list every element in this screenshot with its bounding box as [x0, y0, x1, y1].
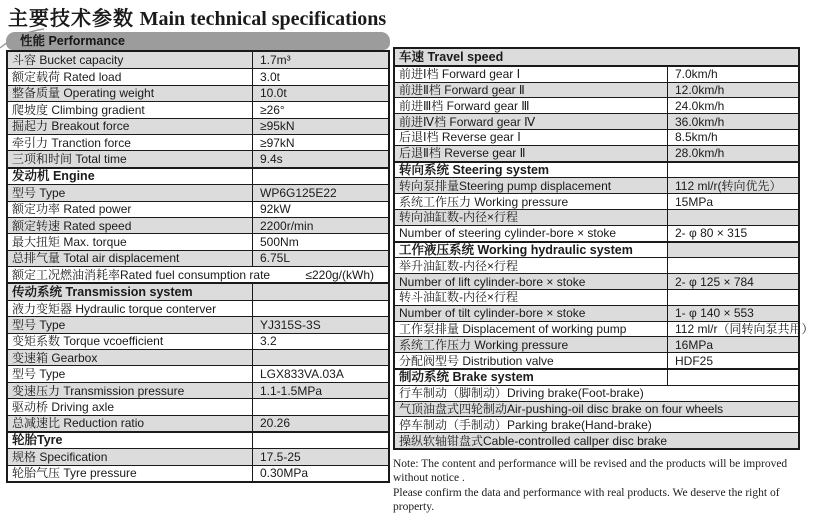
section-title: 转向系统 Steering system	[399, 162, 550, 177]
section-title: 工作液压系统 Working hydraulic system	[399, 242, 633, 257]
spec-label: 分配阀型号 Distribution valve	[399, 353, 554, 368]
spec-row	[395, 113, 798, 129]
spec-row	[395, 225, 798, 241]
spec-value: 9.4s	[252, 151, 388, 166]
spec-label: 变速箱 Gearbox	[12, 350, 98, 365]
spec-row	[8, 52, 388, 68]
section-title: 制动系统 Brake system	[399, 370, 534, 385]
spec-value: 7.0km/h	[667, 67, 798, 82]
spec-value: 36.0km/h	[667, 114, 798, 129]
spec-value: ≤220g/(kWh)	[305, 267, 374, 282]
spec-label: 三项和时间 Total time	[12, 152, 127, 167]
spec-label: 型号 Type	[12, 317, 66, 332]
spec-value: 112 ml/r（同转向泵共用）	[667, 322, 813, 337]
spec-value: 12.0km/h	[667, 83, 798, 98]
spec-label: 前进Ⅲ档 Forward gear Ⅲ	[399, 98, 530, 113]
spec-value: 16MPa	[667, 337, 798, 352]
spec-value: ≥97kN	[252, 135, 388, 150]
left-column	[6, 32, 390, 483]
spec-label: 斗容 Bucket capacity	[12, 53, 124, 68]
spec-label-fullwidth: 行车制动（脚制动）Driving brake(Foot-brake)	[399, 386, 644, 401]
spec-value: 500Nm	[252, 234, 388, 249]
spec-value: 1- φ 140 × 553	[667, 306, 798, 321]
spec-label: 前进Ⅳ档 Forward gear Ⅳ	[399, 114, 536, 129]
spec-label: Number of steering cylinder-bore × stoke	[399, 226, 617, 241]
page-title-zh: 主要技术参数	[8, 8, 134, 30]
spec-value	[667, 210, 798, 225]
spec-row	[395, 193, 798, 209]
spec-value	[252, 284, 388, 299]
spec-label: 最大扭矩 Max. torque	[12, 234, 127, 249]
spec-value: 2- φ 80 × 315	[667, 226, 798, 241]
spec-row	[8, 134, 388, 150]
spec-value: 15MPa	[667, 194, 798, 209]
spec-row	[395, 321, 814, 337]
spec-label: 轮胎气压 Tyre pressure	[12, 466, 137, 481]
spec-row	[395, 432, 798, 448]
spec-row	[8, 85, 388, 101]
spec-row	[8, 118, 388, 134]
spec-row	[395, 336, 798, 352]
spec-label: 变速压力 Transmission pressure	[12, 383, 185, 398]
spec-value: YJ315S-3S	[252, 317, 388, 332]
spec-label: 变矩系数 Torque vcoefficient	[12, 334, 164, 349]
spec-value: 2- φ 125 × 784	[667, 274, 798, 289]
spec-row	[395, 401, 798, 417]
spec-row	[395, 209, 798, 225]
spec-value: 112 ml/r(转向优先）	[667, 178, 798, 193]
spec-value: 3.2	[252, 334, 388, 349]
spec-label: 转向油缸数-内径×行程	[399, 210, 519, 225]
spec-value: 1.1-1.5MPa	[252, 383, 388, 398]
spec-value: 3.0t	[252, 69, 388, 84]
spec-label: Number of lift cylinder-bore × stoke	[399, 274, 586, 289]
spec-row	[395, 416, 798, 432]
section-title: 发动机 Engine	[12, 169, 95, 184]
spec-label: 前进Ⅰ档 Forward gear Ⅰ	[399, 67, 521, 82]
right-column	[393, 47, 814, 514]
section-header-row	[395, 368, 798, 385]
spec-row	[8, 233, 388, 249]
spec-label: 转斗油缸数-内径×行程	[399, 290, 519, 305]
spec-row	[8, 465, 388, 481]
spec-value: 24.0km/h	[667, 98, 798, 113]
spec-row	[395, 177, 798, 193]
spec-row	[8, 150, 388, 166]
spec-value	[252, 169, 388, 184]
spec-value	[252, 301, 388, 316]
spec-label: 前进Ⅱ档 Forward gear Ⅱ	[399, 82, 525, 97]
spec-label: 系统工作压力 Working pressure	[399, 337, 569, 352]
footnote-line: Please confirm the data and performance with real products. We deserve the right of property.	[393, 486, 780, 514]
spec-value: LGX833VA.03A	[252, 366, 388, 381]
section-header-row	[8, 431, 388, 448]
spec-label: Number of tilt cylinder-bore × stoke	[399, 306, 586, 321]
section-header-row	[395, 161, 798, 178]
spec-label: 型号 Type	[12, 185, 66, 200]
spec-label: 额定载荷 Rated load	[12, 70, 122, 85]
spec-label: 额定功率 Rated power	[12, 202, 132, 217]
spec-label: 液力变矩器 Hydraulic torque conterver	[12, 301, 217, 316]
spec-row	[8, 101, 388, 117]
spec-row	[8, 316, 388, 332]
spec-value: HDF25	[667, 353, 798, 368]
spec-value: 10.0t	[252, 86, 388, 101]
spec-value: 17.5-25	[252, 449, 388, 464]
spec-row	[8, 398, 388, 414]
spec-value	[667, 370, 798, 385]
spec-row	[8, 349, 388, 365]
spec-label: 整备质量 Operating weight	[12, 86, 155, 101]
spec-value: 2200r/min	[252, 218, 388, 233]
spec-value: 20.26	[252, 416, 388, 431]
spec-row	[395, 273, 798, 289]
page-title-en: Main technical specifications	[139, 8, 387, 30]
spec-value: 6.75L	[252, 251, 388, 266]
spec-value: ≥26°	[252, 102, 388, 117]
spec-value: 0.30MPa	[252, 466, 388, 481]
spec-row	[8, 184, 388, 200]
spec-label: 举升油缸数-内径×行程	[399, 258, 519, 273]
spec-value: 8.5km/h	[667, 130, 798, 145]
spec-value	[252, 433, 388, 448]
spec-row	[8, 448, 388, 464]
left-spec-table	[6, 50, 390, 483]
spec-row	[395, 65, 798, 82]
spec-label: 爬坡度 Climbing gradient	[12, 102, 145, 117]
spec-label: 驱动桥 Driving axle	[12, 399, 115, 414]
spec-label: 牵引力 Tranction force	[12, 135, 131, 150]
performance-section-bar: 性能 Performance	[6, 32, 390, 50]
spec-label: 系统工作压力 Working pressure	[399, 194, 569, 209]
spec-value	[667, 258, 798, 273]
spec-row	[395, 289, 798, 305]
spec-row	[8, 382, 388, 398]
spec-row	[8, 217, 388, 233]
spec-value: 92kW	[252, 202, 388, 217]
spec-row	[8, 266, 388, 282]
spec-label-fullwidth: 停车制动（手制动）Parking brake(Hand-brake)	[399, 417, 652, 432]
spec-row	[395, 129, 798, 145]
spec-value: WP6G125E22	[252, 185, 388, 200]
spec-row	[8, 201, 388, 217]
spec-value	[667, 290, 798, 305]
section-header-row	[8, 282, 388, 299]
spec-value	[252, 350, 388, 365]
spec-label: 掘起力 Breakout force	[12, 119, 130, 134]
spec-row	[395, 97, 798, 113]
spec-value: ≥95kN	[252, 119, 388, 134]
spec-label: 总排气量 Total air displacement	[12, 251, 180, 266]
spec-label: 工作泵排量 Displacement of working pump	[399, 321, 627, 336]
section-header-row	[395, 49, 798, 65]
spec-row	[8, 68, 388, 84]
spec-label-fullwidth: 气顶油盘式四轮制动Air-pushing-oil disc brake on four wheels	[399, 401, 724, 416]
spec-row	[395, 305, 798, 321]
spec-row	[8, 415, 388, 431]
spec-row	[395, 82, 798, 98]
section-header-row	[8, 167, 388, 184]
footnote-line: Note: The content and performance will be revised and the products will be improved without notice .	[393, 457, 788, 485]
spec-row	[395, 145, 798, 161]
spec-row-span	[8, 267, 388, 282]
spec-value: 1.7m³	[252, 52, 388, 68]
spec-label-fullwidth: 操纵软轴钳盘式Cable-controlled callper disc brake	[399, 433, 668, 448]
spec-label: 后退Ⅰ档 Reverse gear Ⅰ	[399, 130, 521, 145]
section-title: 轮胎Tyre	[12, 433, 63, 448]
section-title: 车速 Travel speed	[399, 49, 504, 64]
spec-label: 后退Ⅱ档 Reverse gear Ⅱ	[399, 146, 526, 161]
spec-row	[8, 333, 388, 349]
spec-label: 型号 Type	[12, 367, 66, 382]
spec-label: 规格 Specification	[12, 450, 108, 465]
spec-label: 转向泵排量Steering pump displacement	[399, 178, 612, 193]
spec-row	[395, 385, 798, 401]
section-header-row	[395, 241, 798, 258]
right-spec-table	[393, 47, 814, 450]
section-title: 传动系统 Transmission system	[12, 284, 193, 299]
footnote	[393, 457, 813, 515]
page-title	[8, 2, 386, 31]
spec-value	[252, 399, 388, 414]
spec-label: 额定转速 Rated speed	[12, 218, 132, 233]
spec-value	[667, 163, 798, 178]
spec-row	[8, 365, 388, 381]
spec-label: 额定工况燃油消耗率Rated fuel consumption rate	[12, 267, 271, 282]
spec-row	[395, 257, 798, 273]
spec-value	[667, 243, 798, 258]
spec-label: 总减速比 Reduction ratio	[12, 416, 145, 431]
spec-row	[8, 300, 388, 316]
spec-row	[395, 352, 798, 368]
spec-row	[8, 250, 388, 266]
spec-value: 28.0km/h	[667, 146, 798, 161]
